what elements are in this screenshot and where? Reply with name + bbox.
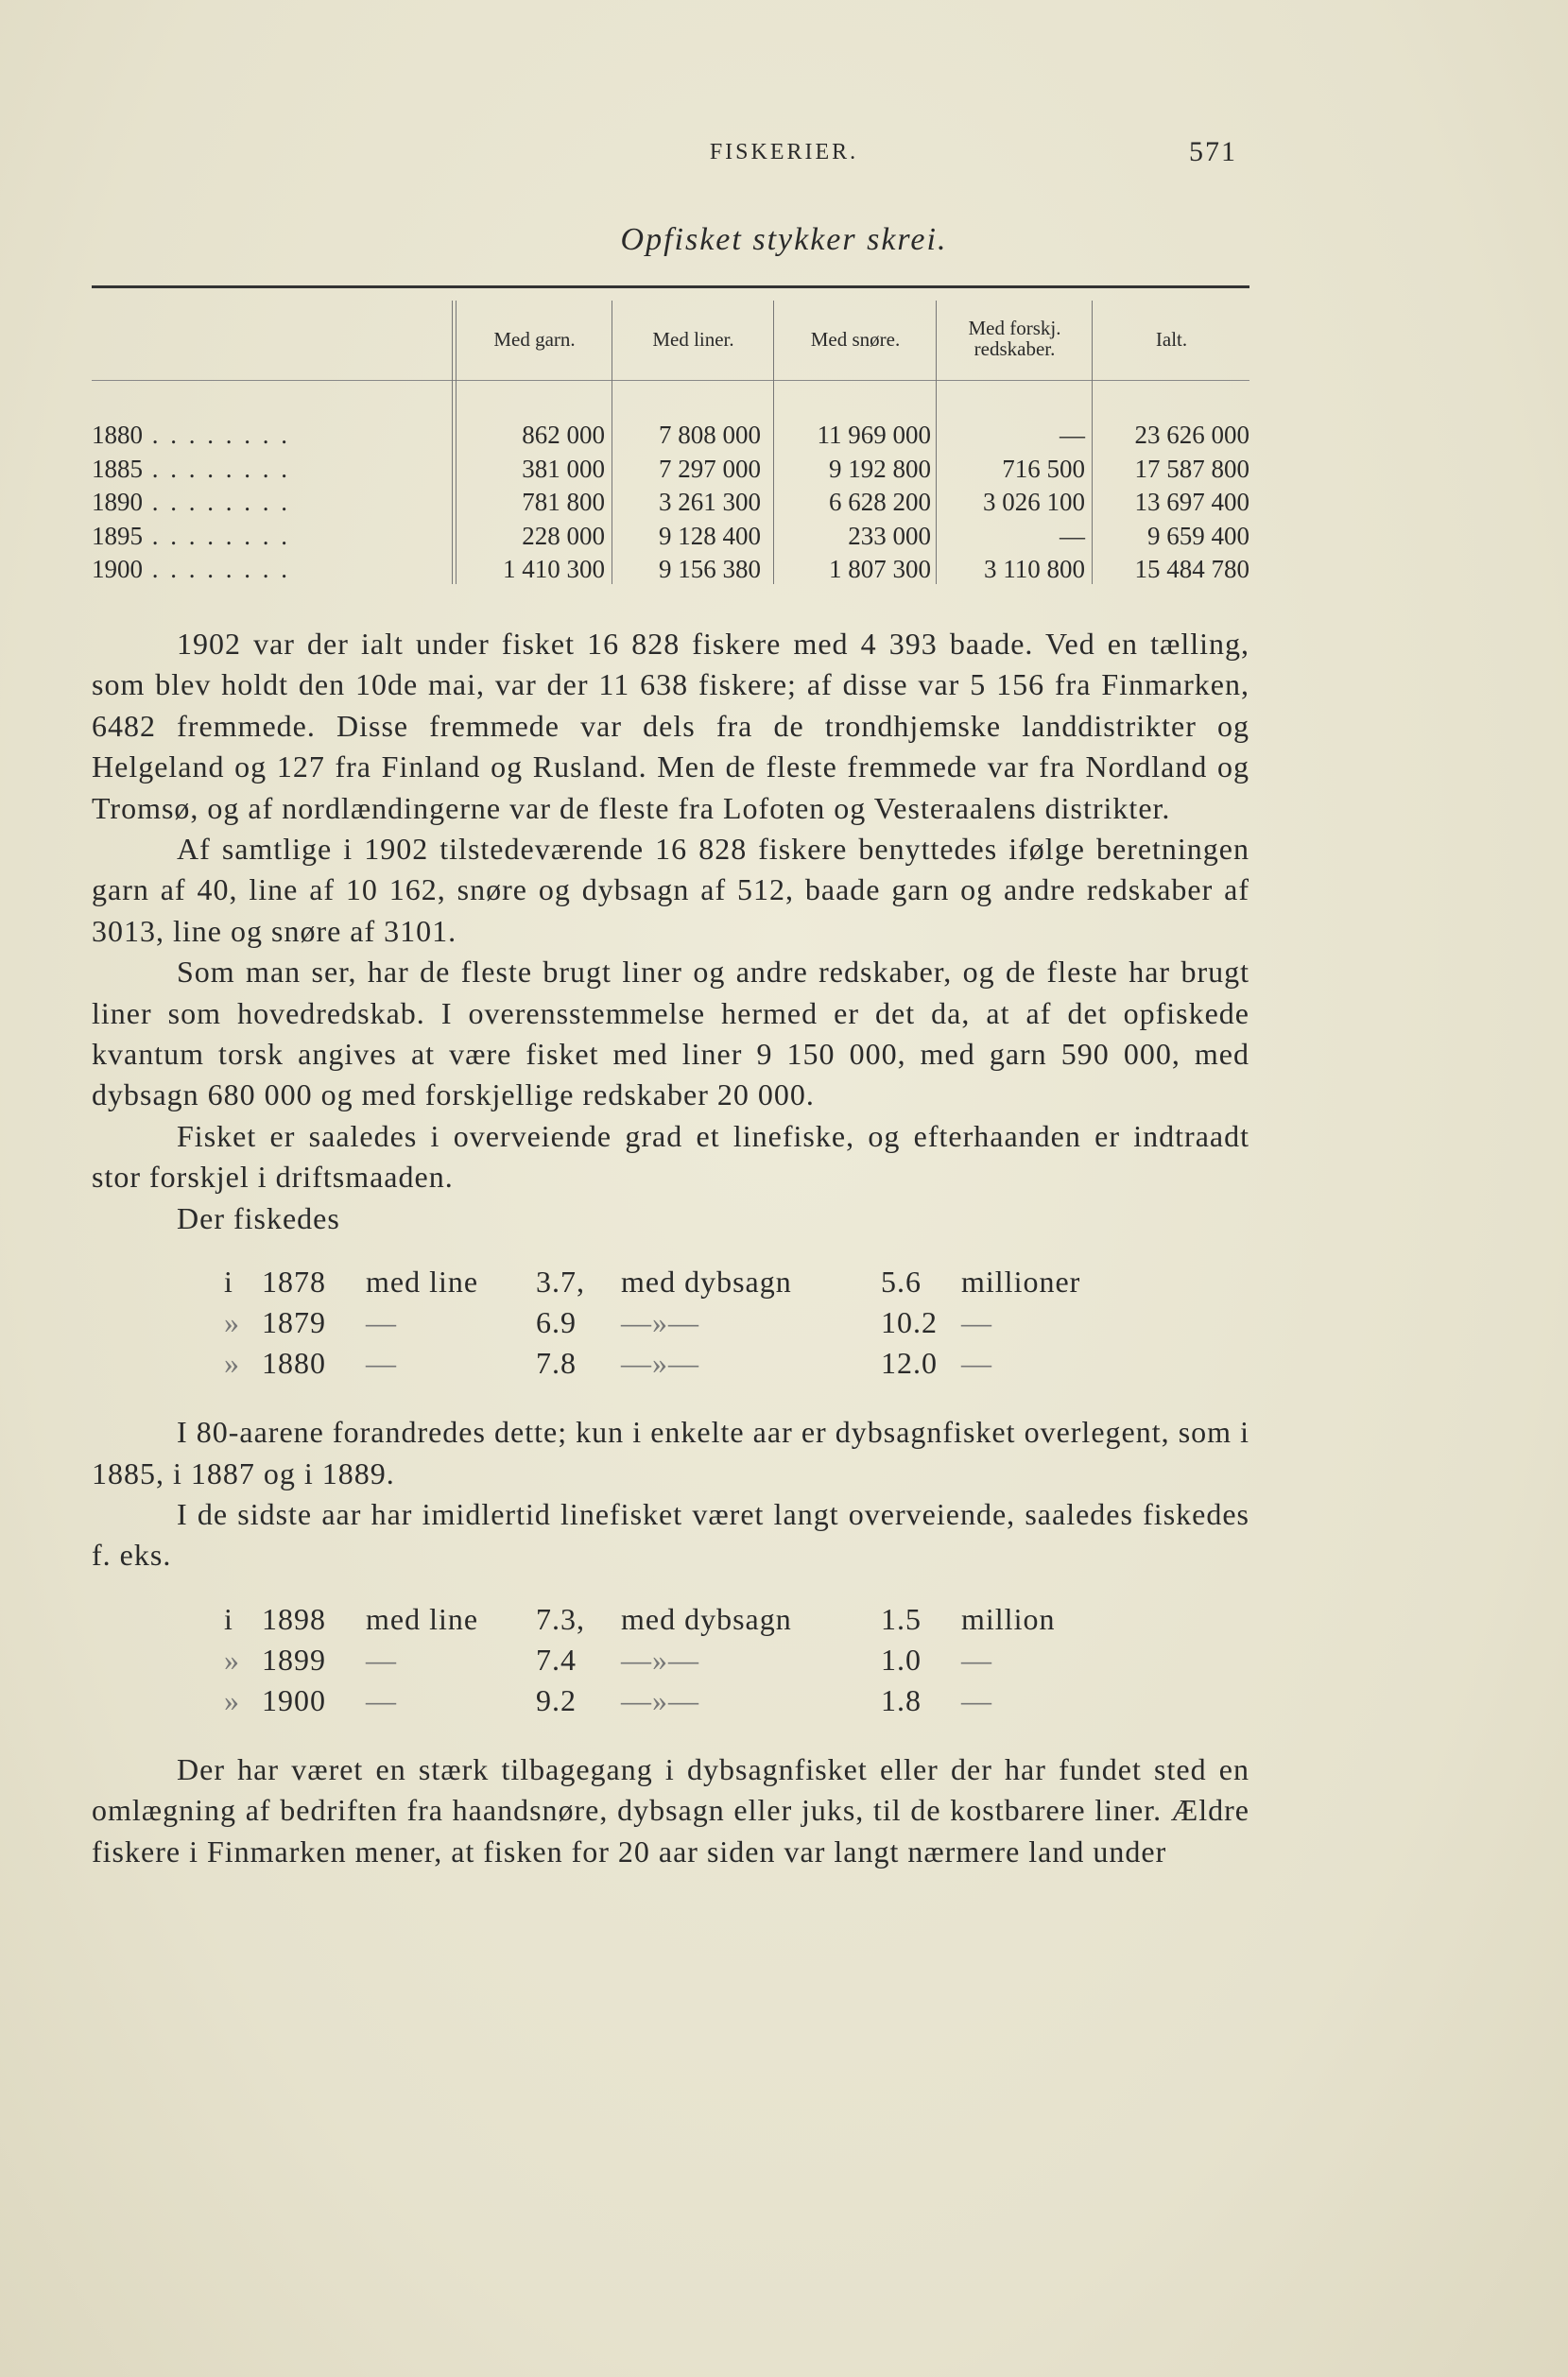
table-cell: —: [1060, 521, 1085, 550]
stats-dyb-label: med dybsagn: [621, 1601, 792, 1636]
table-cell: 9 156 380: [659, 555, 761, 583]
paragraph: I de sidste aar har imidlertid linefisket været langt overveiende, saaledes fiskedes f. eks.: [92, 1496, 1249, 1573]
column-divider: [936, 301, 937, 584]
table-cell: 7 297 000: [659, 454, 761, 483]
stats-line-label: —: [366, 1305, 397, 1340]
table-cell: 9 659 400: [1147, 521, 1249, 550]
stats-line-label: med line: [366, 1265, 479, 1300]
stats-unit: —: [961, 1642, 992, 1677]
stats-prefix: »: [224, 1642, 240, 1677]
stats-year: 1898: [262, 1601, 326, 1636]
stats-prefix: i: [224, 1601, 233, 1636]
table-cell: 9 192 800: [829, 454, 931, 483]
stats-unit: —: [961, 1346, 992, 1381]
stats-year: 1899: [262, 1642, 326, 1677]
column-header-liner: Med liner.: [652, 328, 734, 351]
table-row-year: 1880 . . . . . . . .: [92, 421, 290, 449]
table-cell: 3 026 100: [983, 488, 1085, 516]
table-cell: 1 410 300: [503, 555, 605, 583]
table-row-year: 1890 . . . . . . . .: [92, 488, 290, 516]
table-cell: 11 969 000: [817, 421, 931, 449]
stats-row: [92, 1599, 1249, 1640]
stats-unit: million: [961, 1601, 1056, 1636]
stats-prefix: »: [224, 1305, 240, 1340]
stats-block: [92, 1262, 1249, 1384]
paragraph: Som man ser, har de fleste brugt liner og andre redskaber, og de fleste har brugt liner som hovedredskab. I overensstemmelse hermed er det da, at af det opfiskede kvantum torsk angives at være fisket med liner 9 150 000, med garn 590 000, med dybsagn 680 000 og med forskjellige redskaber 20 000.: [92, 955, 1249, 1112]
stats-dyb-label: —»—: [621, 1682, 699, 1717]
stats-line-value: 3.7,: [536, 1265, 585, 1300]
stats-line-value: 7.8: [536, 1346, 577, 1381]
stats-row: [92, 1640, 1249, 1680]
stats-year: 1900: [262, 1682, 326, 1717]
column-header-forskj: Med forskj. redskaber.: [968, 317, 1061, 360]
stats-line-label: —: [366, 1642, 397, 1677]
table-cell: 15 484 780: [1134, 555, 1249, 583]
stats-dyb-value: 5.6: [881, 1265, 922, 1300]
page-number: 571: [1189, 136, 1237, 167]
stats-block: [92, 1599, 1249, 1721]
table-row-year: 1895 . . . . . . . .: [92, 521, 290, 550]
stats-line-value: 7.4: [536, 1642, 577, 1677]
table-row-year: 1885 . . . . . . . .: [92, 454, 290, 483]
table-cell: 13 697 400: [1134, 488, 1249, 516]
table-cell: 381 000: [522, 454, 605, 483]
stats-row: [92, 1343, 1249, 1384]
table-cell: 716 500: [1002, 454, 1085, 483]
column-header-ialt: Ialt.: [1155, 328, 1188, 351]
stats-prefix: i: [224, 1265, 233, 1300]
stats-dyb-value: 1.0: [881, 1642, 922, 1677]
table-cell: 233 000: [848, 521, 931, 550]
stats-line-label: —: [366, 1346, 397, 1381]
paragraph: Der har været en stærk tilbagegang i dybsagnfisket eller der har fundet sted en omlægning af bedriften fra haandsnøre, dybsagn eller juks, til de kostbarere liner. Ældre fiskere i Finmarken mener, at fisken for 20 aar siden var langt nærmere land under: [92, 1751, 1249, 1869]
stats-dyb-value: 1.8: [881, 1682, 922, 1717]
stats-year: 1878: [262, 1265, 326, 1300]
column-header-snore: Med snøre.: [810, 328, 901, 351]
stats-year: 1879: [262, 1305, 326, 1340]
table-cell: 1 807 300: [829, 555, 931, 583]
table-title: Opfisket stykker skrei.: [620, 222, 948, 257]
stats-prefix: »: [224, 1346, 240, 1381]
paragraph: Af samtlige i 1902 tilstedeværende 16 828 fiskere benyttedes ifølge beretningen garn af 40, line af 10 162, snøre og dybsagn af 512, baade garn og andre redskaber af 3013, line og snøre af 3101.: [92, 832, 1249, 948]
body-text: [92, 624, 1249, 1872]
column-header-garn: Med garn.: [493, 328, 576, 351]
column-divider: [452, 301, 453, 584]
table-cell: —: [1060, 421, 1085, 449]
stats-line-value: 6.9: [536, 1305, 577, 1340]
table-cell: 6 628 200: [829, 488, 931, 516]
paragraph: Fisket er saaledes i overveiende grad et linefiske, og efterhaanden er indtraadt stor forskjel i driftsmaaden.: [92, 1118, 1249, 1195]
stats-dyb-label: —»—: [621, 1305, 699, 1340]
stats-dyb-value: 10.2: [881, 1305, 938, 1340]
stats-dyb-value: 12.0: [881, 1346, 938, 1381]
table-cell: 228 000: [522, 521, 605, 550]
table-header-rule: [92, 380, 1249, 381]
running-title: FISKERIER.: [709, 140, 859, 164]
table-cell: 17 587 800: [1134, 454, 1249, 483]
column-divider: [773, 301, 774, 584]
stats-unit: —: [961, 1682, 992, 1717]
paragraph: Der fiskedes: [177, 1200, 340, 1235]
stats-year: 1880: [262, 1346, 326, 1381]
stats-line-value: 9.2: [536, 1682, 577, 1717]
table-cell: 9 128 400: [659, 521, 761, 550]
stats-line-label: med line: [366, 1601, 479, 1636]
stats-row: [92, 1262, 1249, 1302]
table-cell: 7 808 000: [659, 421, 761, 449]
stats-dyb-value: 1.5: [881, 1601, 922, 1636]
stats-dyb-label: —»—: [621, 1346, 699, 1381]
paragraph: I 80-aarene forandredes dette; kun i enkelte aar er dybsagnfisket overlegent, som i 1885, i 1887 og i 1889.: [92, 1415, 1249, 1490]
stats-line-value: 7.3,: [536, 1601, 585, 1636]
stats-unit: millioner: [961, 1265, 1081, 1300]
stats-row: [92, 1302, 1249, 1343]
table-cell: 23 626 000: [1134, 421, 1249, 449]
table-cell: 3 110 800: [984, 555, 1085, 583]
table-cell: 781 800: [522, 488, 605, 516]
paragraph: 1902 var der ialt under fisket 16 828 fiskere med 4 393 baade. Ved en tælling, som blev holdt den 10de mai, var der 11 638 fiskere; af disse var 5 156 fra Finmarken, 6482 fremmede. Disse fremmede var dels fra de trondhjemske landdistrikter og Helgeland og 127 fra Finland og Rusland. Men de fleste fremmede var fra Nordland og Tromsø, og af nordlændingerne var de fleste fra Lofoten og Vesteraalens distrikter.: [92, 627, 1249, 825]
table-cell: 3 261 300: [659, 488, 761, 516]
column-divider: [1092, 301, 1093, 584]
stats-unit: —: [961, 1305, 992, 1340]
stats-line-label: —: [366, 1682, 397, 1717]
stats-dyb-label: med dybsagn: [621, 1265, 792, 1300]
table-cell: 862 000: [522, 421, 605, 449]
stats-dyb-label: —»—: [621, 1642, 699, 1677]
table-top-rule: [92, 285, 1249, 288]
stats-row: [92, 1680, 1249, 1721]
table-row-year: 1900 . . . . . . . .: [92, 555, 290, 583]
stats-prefix: »: [224, 1682, 240, 1717]
column-divider: [456, 301, 457, 584]
